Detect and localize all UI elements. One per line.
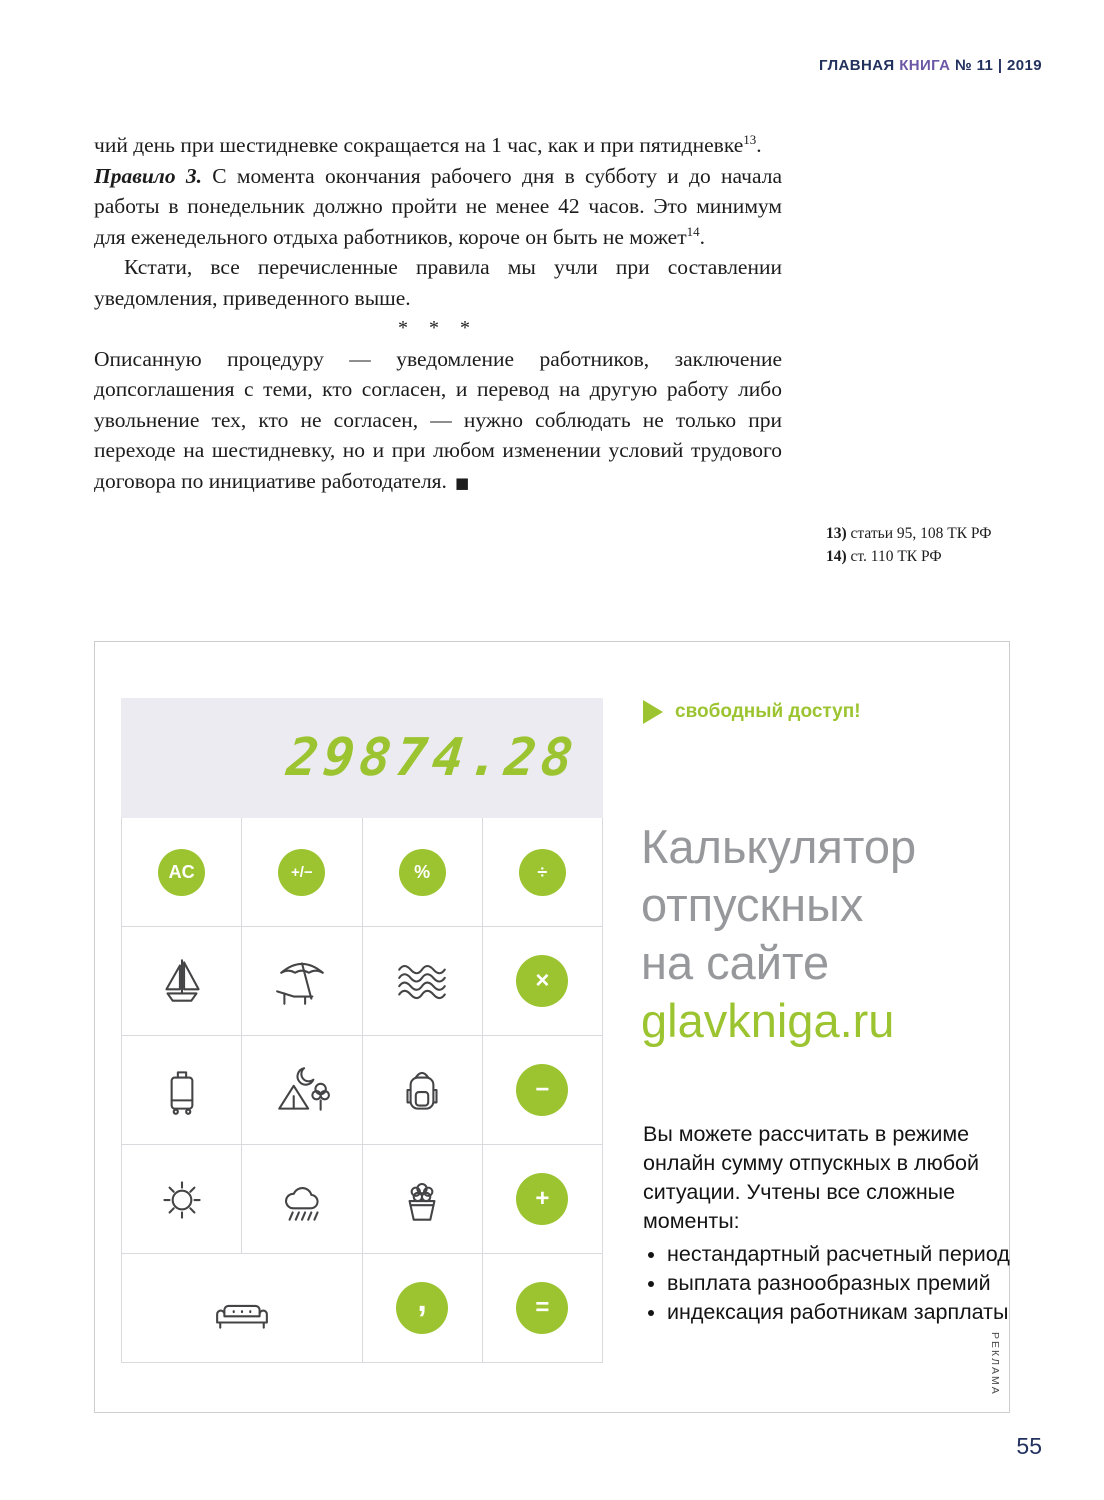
bullet-item: • выплата разнообразных премий	[667, 1269, 1029, 1298]
comma-button: ,	[396, 1282, 448, 1334]
sun-icon	[153, 1170, 211, 1228]
calculator-display	[121, 698, 603, 818]
page-number: 55	[1016, 1433, 1042, 1459]
ad-description	[643, 1120, 1029, 1327]
footnote-ref-14: 14	[686, 223, 700, 239]
waves-icon	[393, 952, 451, 1010]
paragraph-3: Описанную процедуру — уведомление работников, заключение допсоглашения с теми, кто согласен, и перевод на другую работу либо увольнение тех, кто не согласен, — нужно соблюдать не только при переходе на шестидневку, но и при любом изменении условий трудового договора по инициативе работодателя. ■	[94, 346, 782, 493]
headline-line-3: на сайте	[641, 936, 830, 989]
masthead	[819, 57, 1042, 74]
rain-cloud-icon	[273, 1170, 331, 1228]
paragraph-rule-3: Правило 3. С момента окончания рабочего дня в субботу и до начала работы в понедельник должно пройти не менее 42 часов. Это минимум для еженедельного отдыха работников, короче он быть не может$^{14}$.	[94, 163, 782, 249]
ad-headline	[641, 818, 916, 1050]
percent-button: %	[399, 849, 446, 896]
brand-primary: ГЛАВНАЯ	[819, 57, 895, 74]
footnote-ref-13: 13	[743, 131, 757, 147]
camping-tent-icon	[273, 1061, 331, 1119]
calculator-keys	[121, 818, 603, 1363]
headline-line-2: отпускных	[641, 878, 864, 931]
multiply-button: ×	[516, 955, 568, 1007]
minus-button: −	[516, 1064, 568, 1116]
beach-umbrella-icon	[273, 952, 331, 1010]
ad-body-text: Вы можете рассчитать в режиме онлайн сумму отпускных в любой ситуации. Учтены все сложные моменты:	[643, 1122, 980, 1233]
footnote-14: 14) ст. 110 ТК РФ	[826, 548, 942, 565]
free-access-text: свободный доступ!	[675, 701, 861, 722]
divide-button: ÷	[519, 849, 566, 896]
advert-marker: РЕКЛАМА	[989, 1332, 1001, 1396]
calculator-graphic	[121, 698, 603, 1363]
rule-lead: Правило 3.	[94, 163, 202, 188]
headline-line-1: Калькулятор	[641, 820, 917, 873]
plus-button: +	[516, 1173, 568, 1225]
footnotes	[826, 522, 1056, 568]
site-url: glavkniga.ru	[641, 994, 895, 1047]
end-mark: ■	[454, 473, 470, 492]
play-arrow-icon	[643, 700, 663, 724]
backpack-icon	[393, 1061, 451, 1119]
sailboat-icon	[153, 952, 211, 1010]
issue-number: № 11 | 2019	[954, 57, 1042, 74]
section-separator: * * *	[398, 317, 478, 339]
display-value: 29874.28	[283, 728, 581, 788]
footnote-13: 13) статьи 95, 108 ТК РФ	[826, 525, 992, 542]
flower-bucket-icon	[393, 1170, 451, 1228]
ac-button: AC	[158, 849, 205, 896]
equals-button: =	[516, 1282, 568, 1334]
ad-bullet-list	[643, 1240, 1029, 1327]
free-access-label	[643, 700, 861, 724]
article-body	[94, 130, 782, 498]
suitcase-icon	[153, 1061, 211, 1119]
brand-secondary: КНИГА	[899, 57, 951, 74]
paragraph-2: Кстати, все перечисленные правила мы учли при составлении уведомления, приведенного выше.	[94, 255, 782, 310]
bullet-item: • индексация работникам зарплаты	[667, 1298, 1029, 1327]
sofa-icon	[202, 1279, 282, 1337]
plus-minus-button: +/−	[278, 849, 325, 896]
bullet-item: • нестандартный расчетный период	[667, 1240, 1029, 1269]
advertisement	[94, 641, 1010, 1413]
paragraph-1: чий день при шестидневке сокращается на 1 час, как и при пятидневке$^{13}$.	[94, 131, 762, 157]
